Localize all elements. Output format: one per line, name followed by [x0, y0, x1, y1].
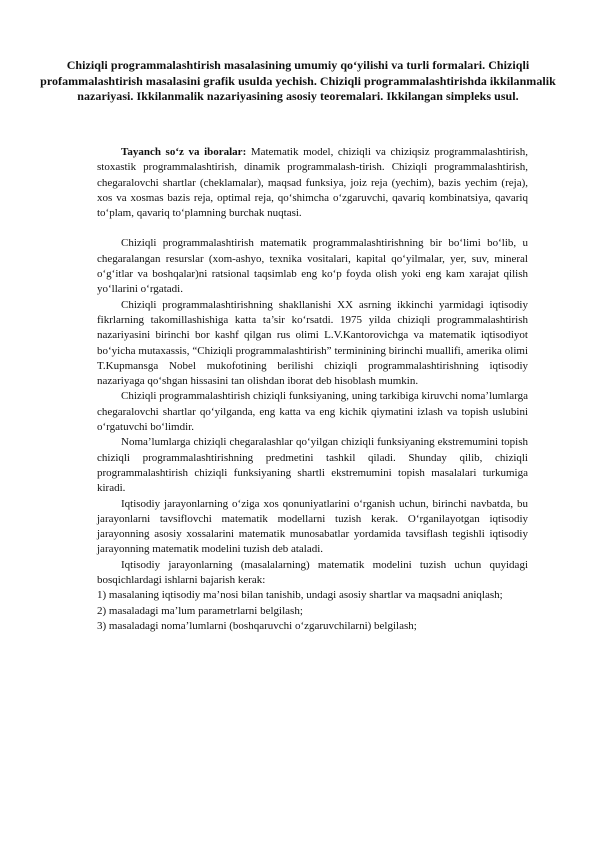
- paragraph-4: Noma’lumlarga chiziqli chegaralashlar qo‘yilgan chiziqli funksiyaning ekstremumini topish chiziqli programmalashtirishning predmetini tashkil qiladi. Shunday qilib, chiziqli programmalashtirish chiziqli funksiyaning shartli ekstremumini topish masalalari turkumiga kiradi.: [97, 436, 528, 495]
- key-terms-text: Matematik model, chiziqli va chiziqsiz programmalashtirish, stoxastik programmalashtirish, dinamik programmalash-tirish. Chiziqli programmalashtirish, chegaralovchi shartlar (cheklamalar), maqsad funksiya, joiz reja (yechim), bazis yechim (reja), xos va xosmas bazis reja, optimal reja, qo‘shimcha o‘zgaruvchi, qavariq kombinatsiya, qavariq to‘plam, qavariq to‘plamning burchak nuqtasi.: [97, 146, 528, 220]
- key-terms-paragraph: [97, 145, 528, 221]
- paragraph-1: Chiziqli programmalashtirish matematik programmalashtirishning bir bo‘limi bo‘lib, u chegaralangan resurslar (xom-ashyo, texnika vositalari, kapital qo‘yilmalar, yer, suv, mineral o‘g‘itlar va boshqalar)ni ratsional taqsimlab eng ko‘p foyda olish yoki eng kam xarajat qilish yo‘llarini o‘rgatadi.: [97, 237, 528, 296]
- paragraph-3: Chiziqli programmalashtirish chiziqli funksiyaning, uning tarkibiga kiruvchi noma’lumlarga chegaralovchi shartlar qo‘yilganda, eng katta va eng kichik qiymatini izlash va topish uslubini o‘rgatuvchi bo‘limdir.: [97, 390, 528, 434]
- document-title: Chiziqli programmalashtirish masalasining umumiy qo‘yilishi va turli formalari. Chiziqli profammalashtirish masalasini grafik usulda yechish. Chiziqli programmalashtirishda ikkilanmalik nazariyasi. Ikkilanmalik nazariyasining asosiy teoremalari. Ikkilangan simpleks usul.: [40, 58, 556, 104]
- step-3: 3) masaladagi noma’lumlarni (boshqaruvchi o‘zgaruvchilarni) belgilash;: [97, 619, 417, 632]
- paragraph-5: Iqtisodiy jarayonlarning o‘ziga xos qonuniyatlarini o‘rganish uchun, birinchi navbatda, bu jarayonlarni tavsiflovchi matematik modellarni tuzish kerak. O‘rganilayotgan iqtisodiy jarayonning asosiy xossalarini matematik munosabatlar yordamida tavsiflash tegishli iqtisodiy jarayonning matematik modelini tuzish deb ataladi.: [97, 497, 528, 556]
- document-body: [97, 145, 528, 634]
- step-1: 1) masalaning iqtisodiy ma’nosi bilan tanishib, undagi asosiy shartlar va maqsadni aniqlash;: [97, 589, 503, 602]
- step-2: 2) masaladagi ma’lum parametrlarni belgilash;: [97, 604, 303, 617]
- key-terms-label: Tayanch so‘z va iboralar:: [121, 146, 247, 158]
- paragraph-6: Iqtisodiy jarayonlarning (masalalarning) matematik modelini tuzish uchun quyidagi bosqichlardagi ishlarni bajarish kerak:: [97, 558, 528, 587]
- paragraph-2: Chiziqli programmalashtirishning shakllanishi XX asrning ikkinchi yarmidagi iqtisodiy fikrlarning takomillashishiga katta ta’sir ko‘rsatdi. 1975 yilda chiziqli programmalashtirish nazariyasini birinchi bor kashf qilgan rus olimi L.V.Kantorovichga va matematik iqtisodiyot bo‘yicha mutaxassis, “Chiziqli programmalashtirish” terminining birinchi muallifi, amerika olimi T.Kupmansga Nobel mukofotining berilishi chiziqli programmalashtirishning iqtisodiy nazariyaga qo‘shgan hissasini tan olishdan iborat deb hisoblash mumkin.: [97, 298, 528, 388]
